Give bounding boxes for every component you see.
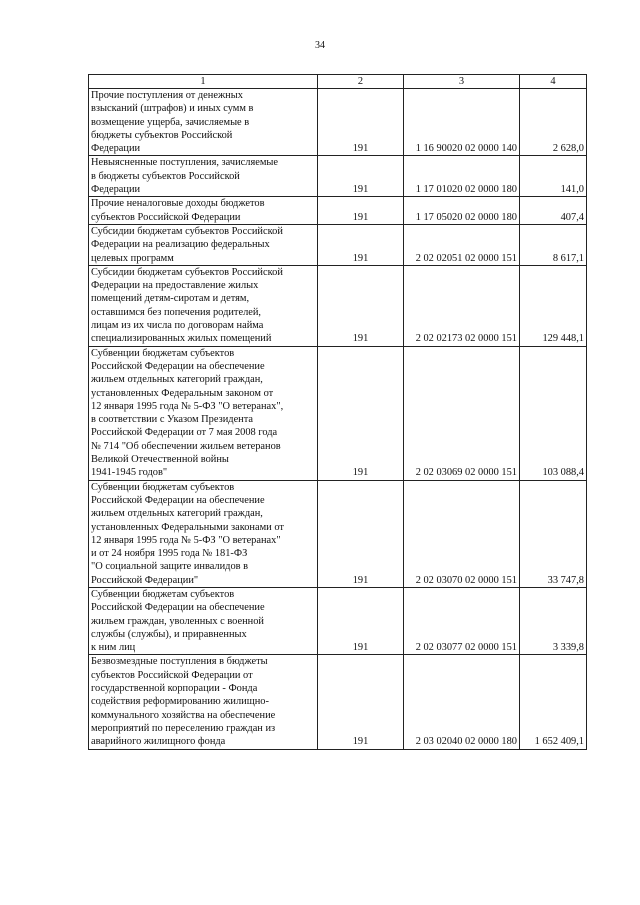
amount-cell: 407,4: [520, 197, 587, 225]
table-row: [89, 89, 587, 156]
classification-code-cell: 1 17 05020 02 0000 180: [404, 197, 520, 225]
table-row: [89, 224, 587, 265]
admin-code-cell: 191: [318, 156, 404, 197]
classification-code-cell: 2 02 03077 02 0000 151: [404, 587, 520, 654]
admin-code-cell: 191: [318, 587, 404, 654]
revenue-name-cell: Прочие поступления от денежных взысканий (штрафов) и иных сумм в возмещение ущерба, зачисляемые в бюджеты субъектов Российской Федерации: [89, 89, 318, 156]
classification-code-cell: 2 03 02040 02 0000 180: [404, 655, 520, 749]
classification-code-cell: 2 02 02173 02 0000 151: [404, 265, 520, 346]
table-row: [89, 480, 587, 587]
classification-code-cell: 2 02 02051 02 0000 151: [404, 224, 520, 265]
table-row: [89, 346, 587, 480]
admin-code-cell: 191: [318, 655, 404, 749]
admin-code-cell: 191: [318, 224, 404, 265]
amount-cell: 33 747,8: [520, 480, 587, 587]
column-header-4: 4: [520, 75, 587, 89]
column-header-2: 2: [318, 75, 404, 89]
admin-code-cell: 191: [318, 346, 404, 480]
amount-cell: 1 652 409,1: [520, 655, 587, 749]
column-header-1: 1: [89, 75, 318, 89]
revenue-name-cell: Прочие неналоговые доходы бюджетов субъектов Российской Федерации: [89, 197, 318, 225]
column-header-3: 3: [404, 75, 520, 89]
classification-code-cell: 1 16 90020 02 0000 140: [404, 89, 520, 156]
table-row: [89, 156, 587, 197]
amount-cell: 2 628,0: [520, 89, 587, 156]
revenue-name-cell: Субсидии бюджетам субъектов Российской Федерации на предоставление жилых помещений детям-сиротам и детям, оставшимся без попечения родителей, лицам из их числа по договорам найма специализированных жилых помещений: [89, 265, 318, 346]
revenue-name-cell: Субвенции бюджетам субъектов Российской Федерации на обеспечение жильем отдельных категорий граждан, установленных Федеральным законом от 12 января 1995 года № 5-ФЗ "О ветеранах", в соответствии с Указом Президента Российской Федерации от 7 мая 2008 года № 714 "Об обеспечении жильем ветеранов Великой Отечественной войны 1941-1945 годов": [89, 346, 318, 480]
revenue-name-cell: Невыясненные поступления, зачисляемые в бюджеты субъектов Российской Федерации: [89, 156, 318, 197]
amount-cell: 3 339,8: [520, 587, 587, 654]
amount-cell: 8 617,1: [520, 224, 587, 265]
revenue-name-cell: Субвенции бюджетам субъектов Российской Федерации на обеспечение жильем отдельных категорий граждан, установленных Федеральными законами от 12 января 1995 года № 5-ФЗ "О ветеранах" и от 24 ноября 1995 года № 181-ФЗ "О социальной защите инвалидов в Российской Федерации": [89, 480, 318, 587]
revenue-name-cell: Субвенции бюджетам субъектов Российской Федерации на обеспечение жильем граждан, уволенных с военной службы (службы), и приравненных к ним лиц: [89, 587, 318, 654]
revenue-name-cell: Субсидии бюджетам субъектов Российской Федерации на реализацию федеральных целевых программ: [89, 224, 318, 265]
classification-code-cell: 1 17 01020 02 0000 180: [404, 156, 520, 197]
amount-cell: 141,0: [520, 156, 587, 197]
budget-revenue-table: [88, 74, 587, 750]
admin-code-cell: 191: [318, 89, 404, 156]
admin-code-cell: 191: [318, 197, 404, 225]
page-number: 34: [315, 40, 325, 51]
column-number-row: [89, 75, 587, 89]
amount-cell: 129 448,1: [520, 265, 587, 346]
table-row: [89, 655, 587, 749]
admin-code-cell: 191: [318, 265, 404, 346]
table-row: [89, 265, 587, 346]
table-row: [89, 587, 587, 654]
classification-code-cell: 2 02 03070 02 0000 151: [404, 480, 520, 587]
admin-code-cell: 191: [318, 480, 404, 587]
revenue-name-cell: Безвозмездные поступления в бюджеты субъектов Российской Федерации от государственной корпорации - Фонда содействия реформированию жилищно- коммунального хозяйства на обеспечение мероприятий по переселению граждан из аварийного жилищного фонда: [89, 655, 318, 749]
classification-code-cell: 2 02 03069 02 0000 151: [404, 346, 520, 480]
amount-cell: 103 088,4: [520, 346, 587, 480]
table-row: [89, 197, 587, 225]
